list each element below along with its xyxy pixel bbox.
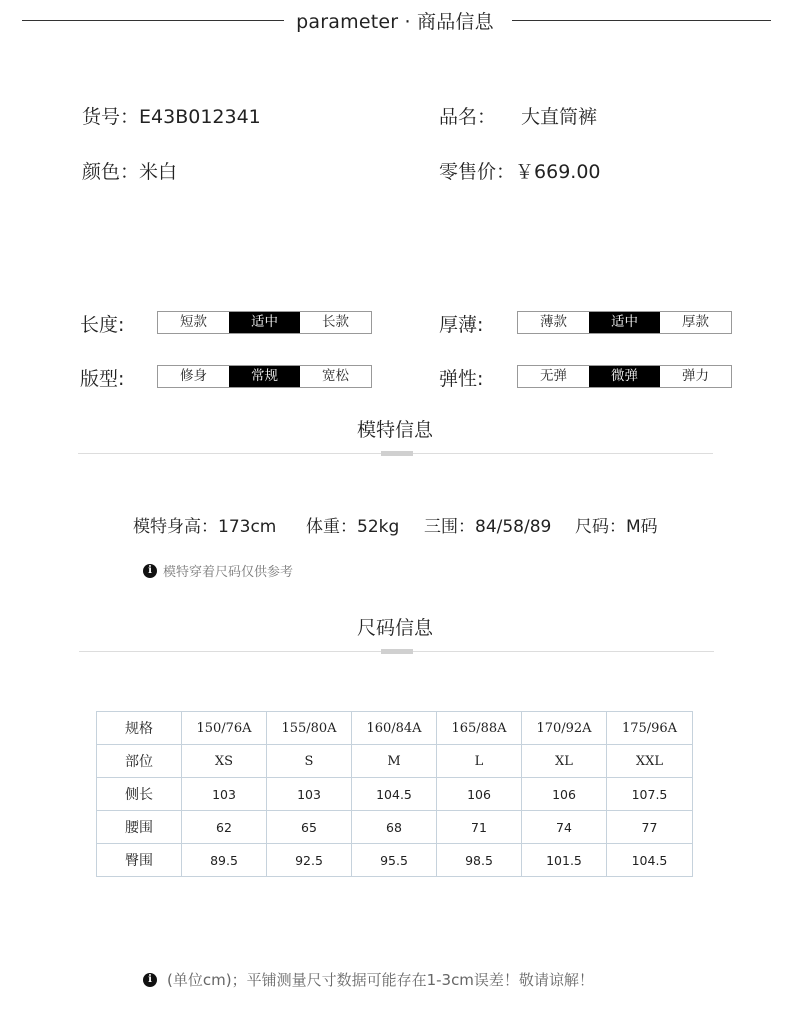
thickness-option-thin: 薄款 [518,312,589,333]
color-value: 米白 [139,161,178,183]
thickness-selector [517,311,732,334]
table-cell: 95.5 [352,844,437,877]
price-field [439,157,601,184]
table-row [97,811,693,844]
table-cell: 98.5 [437,844,522,877]
model-weight: 体重：52kg [306,517,400,537]
table-cell: XXL [607,745,693,778]
table-cell: 71 [437,811,522,844]
size-footnote [143,969,594,990]
model-note [143,561,293,580]
size-section-tab [381,649,413,654]
table-cell: 104.5 [352,778,437,811]
color-field [82,157,177,184]
row-header: 规格 [97,712,182,745]
row-header: 臀围 [97,844,182,877]
thickness-option-thick: 厚款 [660,312,731,333]
info-icon: i [143,564,157,578]
thickness-option-medium: 适中 [589,312,660,333]
elasticity-option-none: 无弹 [518,366,589,387]
table-cell: 106 [522,778,607,811]
table-cell: 89.5 [182,844,267,877]
table-cell: 155/80A [267,712,352,745]
table-cell: 68 [352,811,437,844]
table-cell: L [437,745,522,778]
color-label: 颜色： [82,161,140,183]
table-cell: 104.5 [607,844,693,877]
length-selector [157,311,372,334]
table-cell: 170/92A [522,712,607,745]
size-section-title: 尺码信息 [356,617,433,639]
model-height: 模特身高：173cm [133,517,277,537]
price-label: 零售价： [439,161,516,183]
model-section-title: 模特信息 [356,419,433,441]
sku-field [82,102,261,129]
table-cell: M [352,745,437,778]
table-row [97,844,693,877]
fit-option-regular: 常规 [229,366,300,387]
fit-option-slim: 修身 [158,366,229,387]
table-cell: 65 [267,811,352,844]
table-cell: 165/88A [437,712,522,745]
table-cell: XL [522,745,607,778]
table-cell: S [267,745,352,778]
fit-label: 版型: [80,368,125,390]
model-section-tab [381,451,413,456]
info-icon: i [143,973,157,987]
table-cell: 74 [522,811,607,844]
elasticity-selector [517,365,732,388]
table-cell: 62 [182,811,267,844]
table-row [97,745,693,778]
table-cell: 107.5 [607,778,693,811]
table-cell: 103 [182,778,267,811]
fit-selector [157,365,372,388]
table-cell: XS [182,745,267,778]
table-cell: 160/84A [352,712,437,745]
elasticity-option-slight: 微弹 [589,366,660,387]
table-row [97,712,693,745]
length-option-medium: 适中 [229,312,300,333]
sku-label: 货号： [82,106,140,128]
page-title: parameter · 商品信息 [296,11,494,33]
model-note-text: 模特穿着尺码仅供参考 [163,565,294,580]
length-label: 长度: [80,314,125,336]
row-header: 腰围 [97,811,182,844]
row-header: 部位 [97,745,182,778]
length-option-short: 短款 [158,312,229,333]
name-value: 大直筒裤 [521,106,598,128]
size-footnote-text: (单位cm)；平铺测量尺寸数据可能存在1-3cm误差！敬请谅解！ [167,971,594,989]
thickness-label: 厚薄: [439,314,484,336]
table-cell: 77 [607,811,693,844]
name-label: 品名： [439,106,497,128]
size-table [96,711,693,877]
row-header: 侧长 [97,778,182,811]
table-cell: 175/96A [607,712,693,745]
table-cell: 92.5 [267,844,352,877]
table-cell: 101.5 [522,844,607,877]
price-value: ￥669.00 [515,161,601,183]
fit-option-loose: 宽松 [300,366,371,387]
model-measurements: 三围：84/58/89 [424,517,552,537]
length-option-long: 长款 [300,312,371,333]
elasticity-option-stretch: 弹力 [660,366,731,387]
elasticity-label: 弹性: [439,368,484,390]
table-cell: 150/76A [182,712,267,745]
sku-value: E43B012341 [139,106,261,128]
table-cell: 103 [267,778,352,811]
table-cell: 106 [437,778,522,811]
model-size: 尺码：M码 [575,517,658,537]
name-field [439,102,597,129]
table-row [97,778,693,811]
